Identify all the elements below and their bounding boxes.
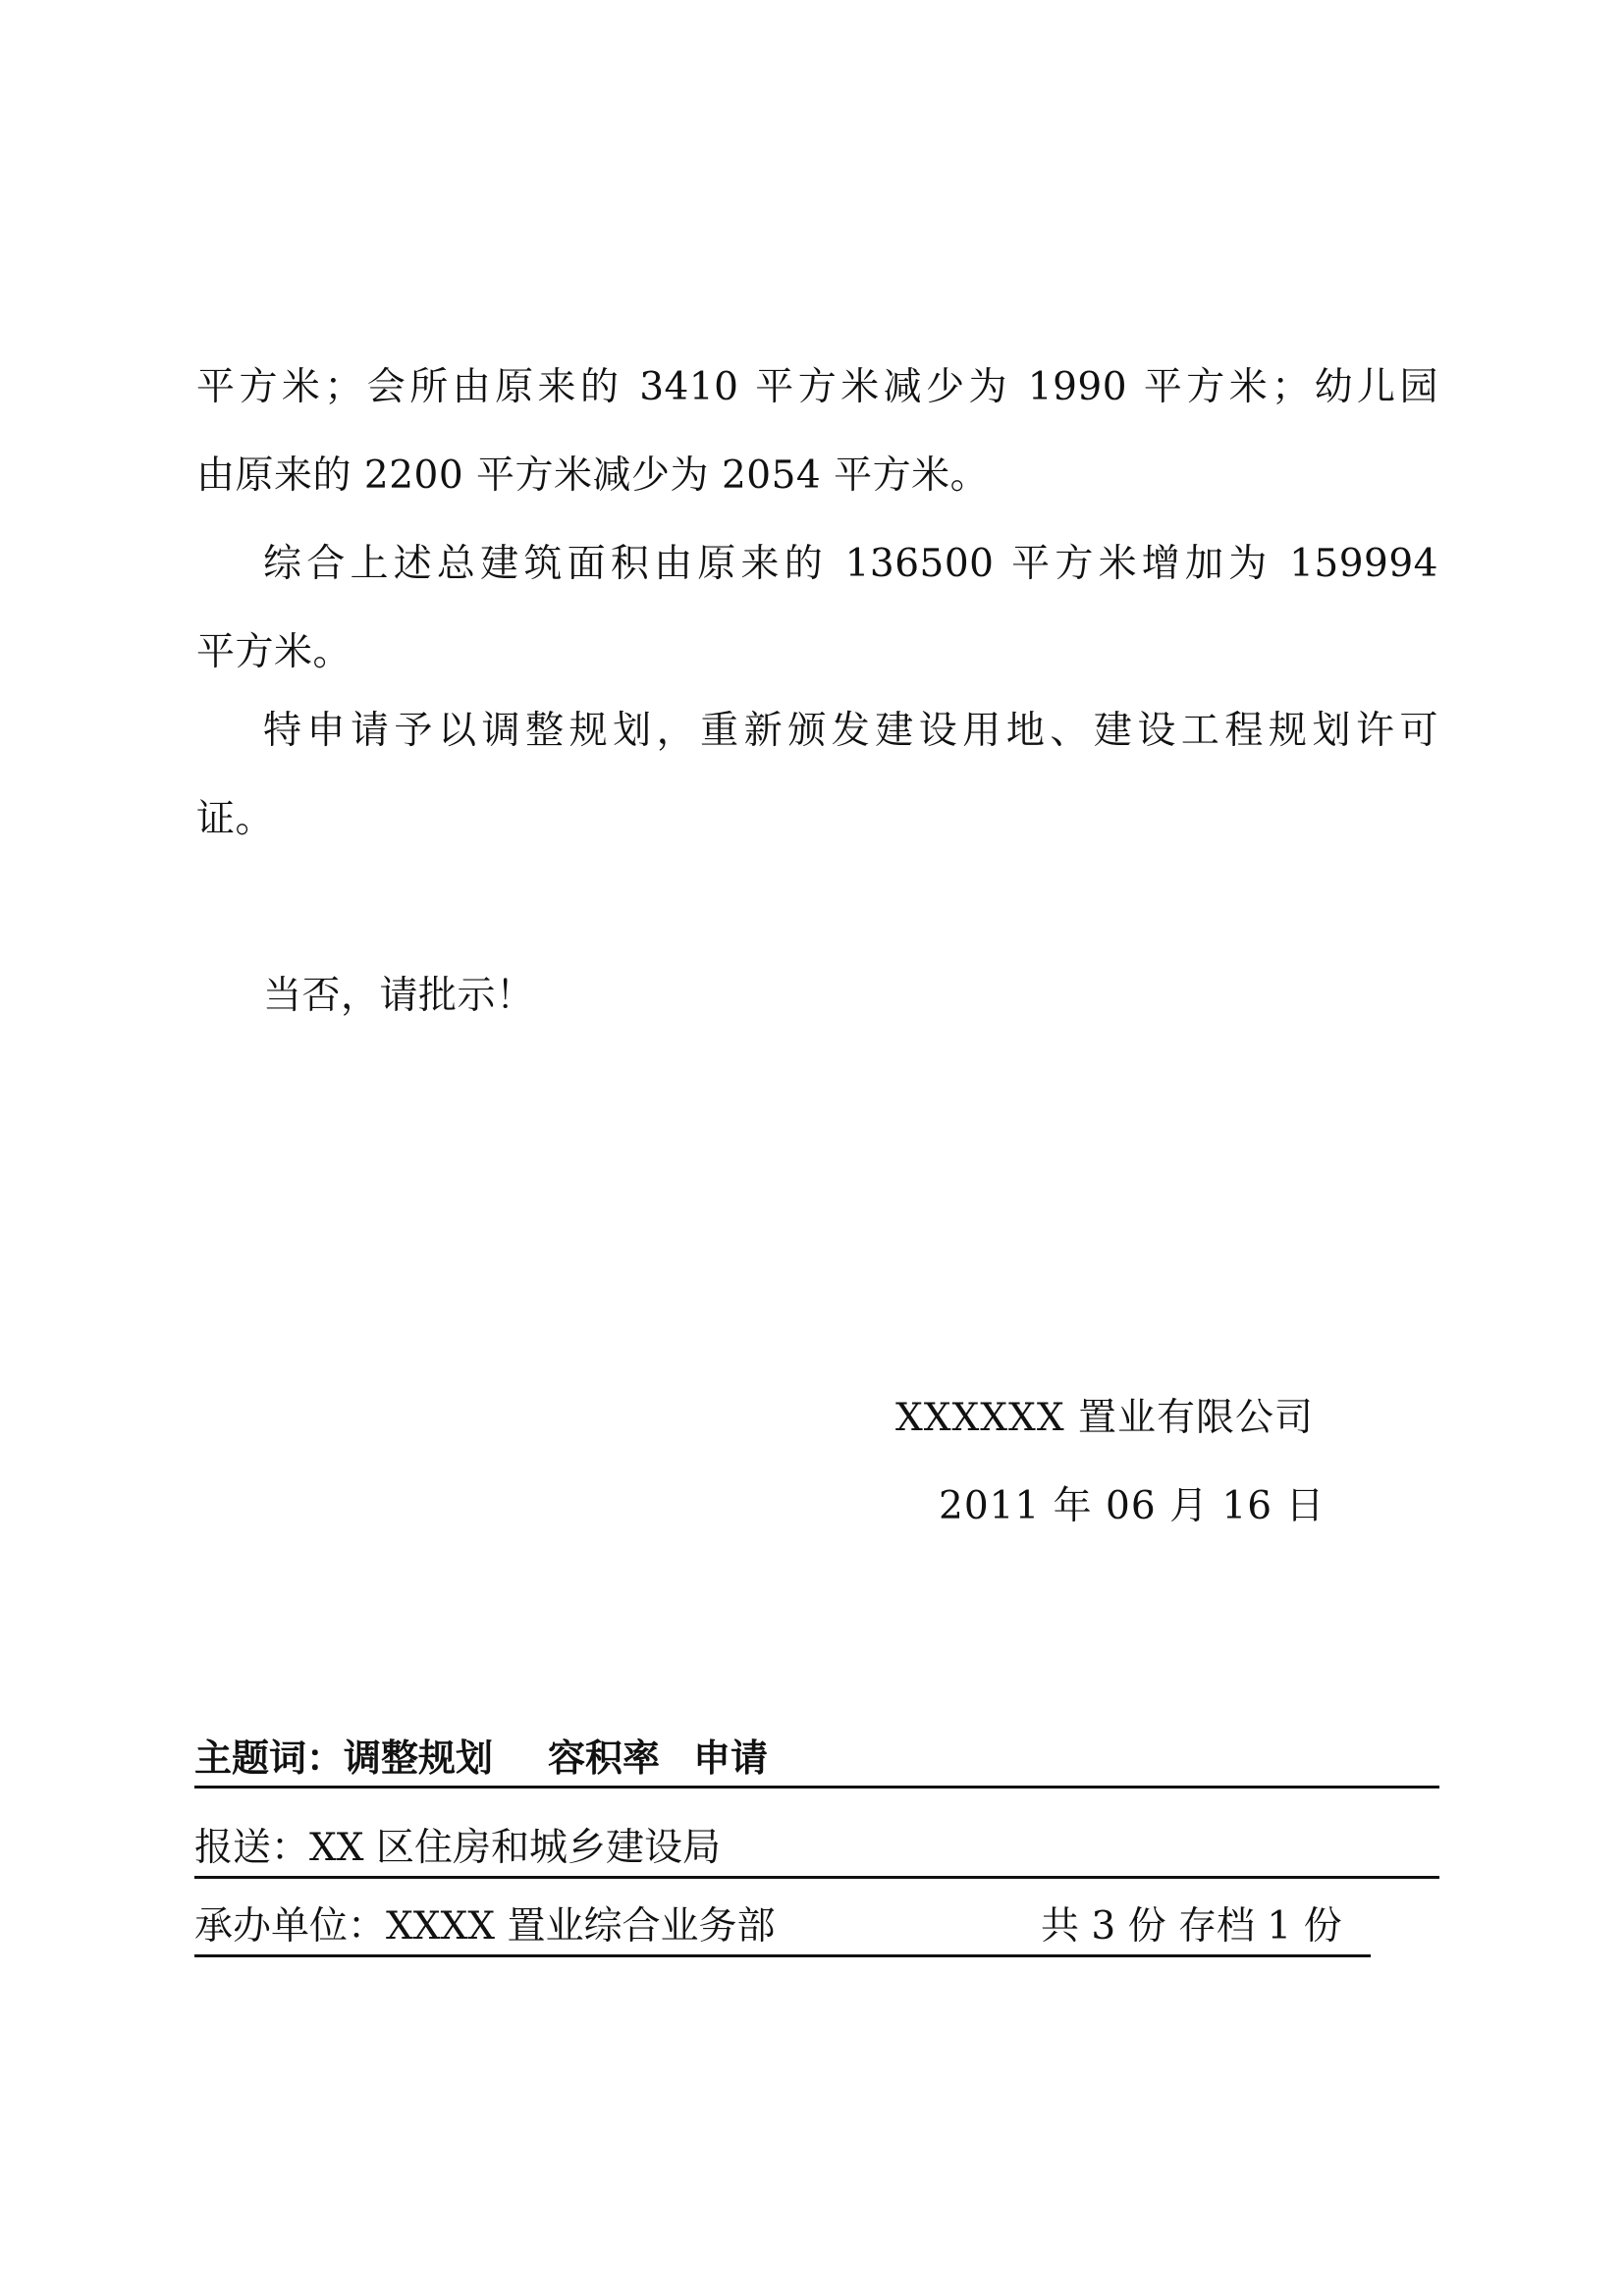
footer-recipient-row xyxy=(194,1816,1439,1879)
footer-keywords-row xyxy=(194,1726,1439,1789)
footer-rule xyxy=(194,1876,1439,1879)
body-line-3: 综合上述总建筑面积由原来的 136500 平方米增加为 159994 xyxy=(263,542,1438,586)
keyword-item: 调整规划 xyxy=(344,1736,494,1780)
closing-line: 当否，请批示！ xyxy=(263,974,535,1018)
footer-handler-row xyxy=(194,1895,1439,1957)
footer-handler-text xyxy=(194,1902,775,1951)
handler-label: 承办单位： xyxy=(194,1904,387,1949)
footer-recipient-text xyxy=(194,1824,721,1873)
signature-date: 2011 年 06 月 16 日 xyxy=(939,1484,1326,1528)
body-line-5: 特申请予以调整规划，重新颁发建设用地、建设工程规划许可 xyxy=(263,709,1438,753)
signature-company: XXXXXX 置业有限公司 xyxy=(895,1396,1314,1440)
footer-keywords-text xyxy=(194,1734,768,1783)
keyword-item: 容积率 xyxy=(548,1736,661,1780)
keyword-item: 申请 xyxy=(693,1736,769,1780)
recipient-label: 报送： xyxy=(194,1826,310,1870)
footer-rule xyxy=(194,1786,1439,1789)
body-line-4: 平方米。 xyxy=(196,630,352,674)
body-line-6: 证。 xyxy=(196,797,275,841)
recipient-value: XX 区住房和城乡建设局 xyxy=(309,1826,721,1870)
footer-underline xyxy=(194,1954,1371,1957)
copies-text: 共 3 份 存档 1 份 xyxy=(1041,1904,1342,1949)
handler-value: XXXX 置业综合业务部 xyxy=(386,1904,776,1949)
body-line-1: 平方米；会所由原来的 3410 平方米减少为 1990 平方米；幼儿园 xyxy=(196,365,1438,409)
keywords-label: 主题词： xyxy=(194,1736,345,1780)
body-line-2: 由原来的 2200 平方米减少为 2054 平方米。 xyxy=(196,454,990,498)
